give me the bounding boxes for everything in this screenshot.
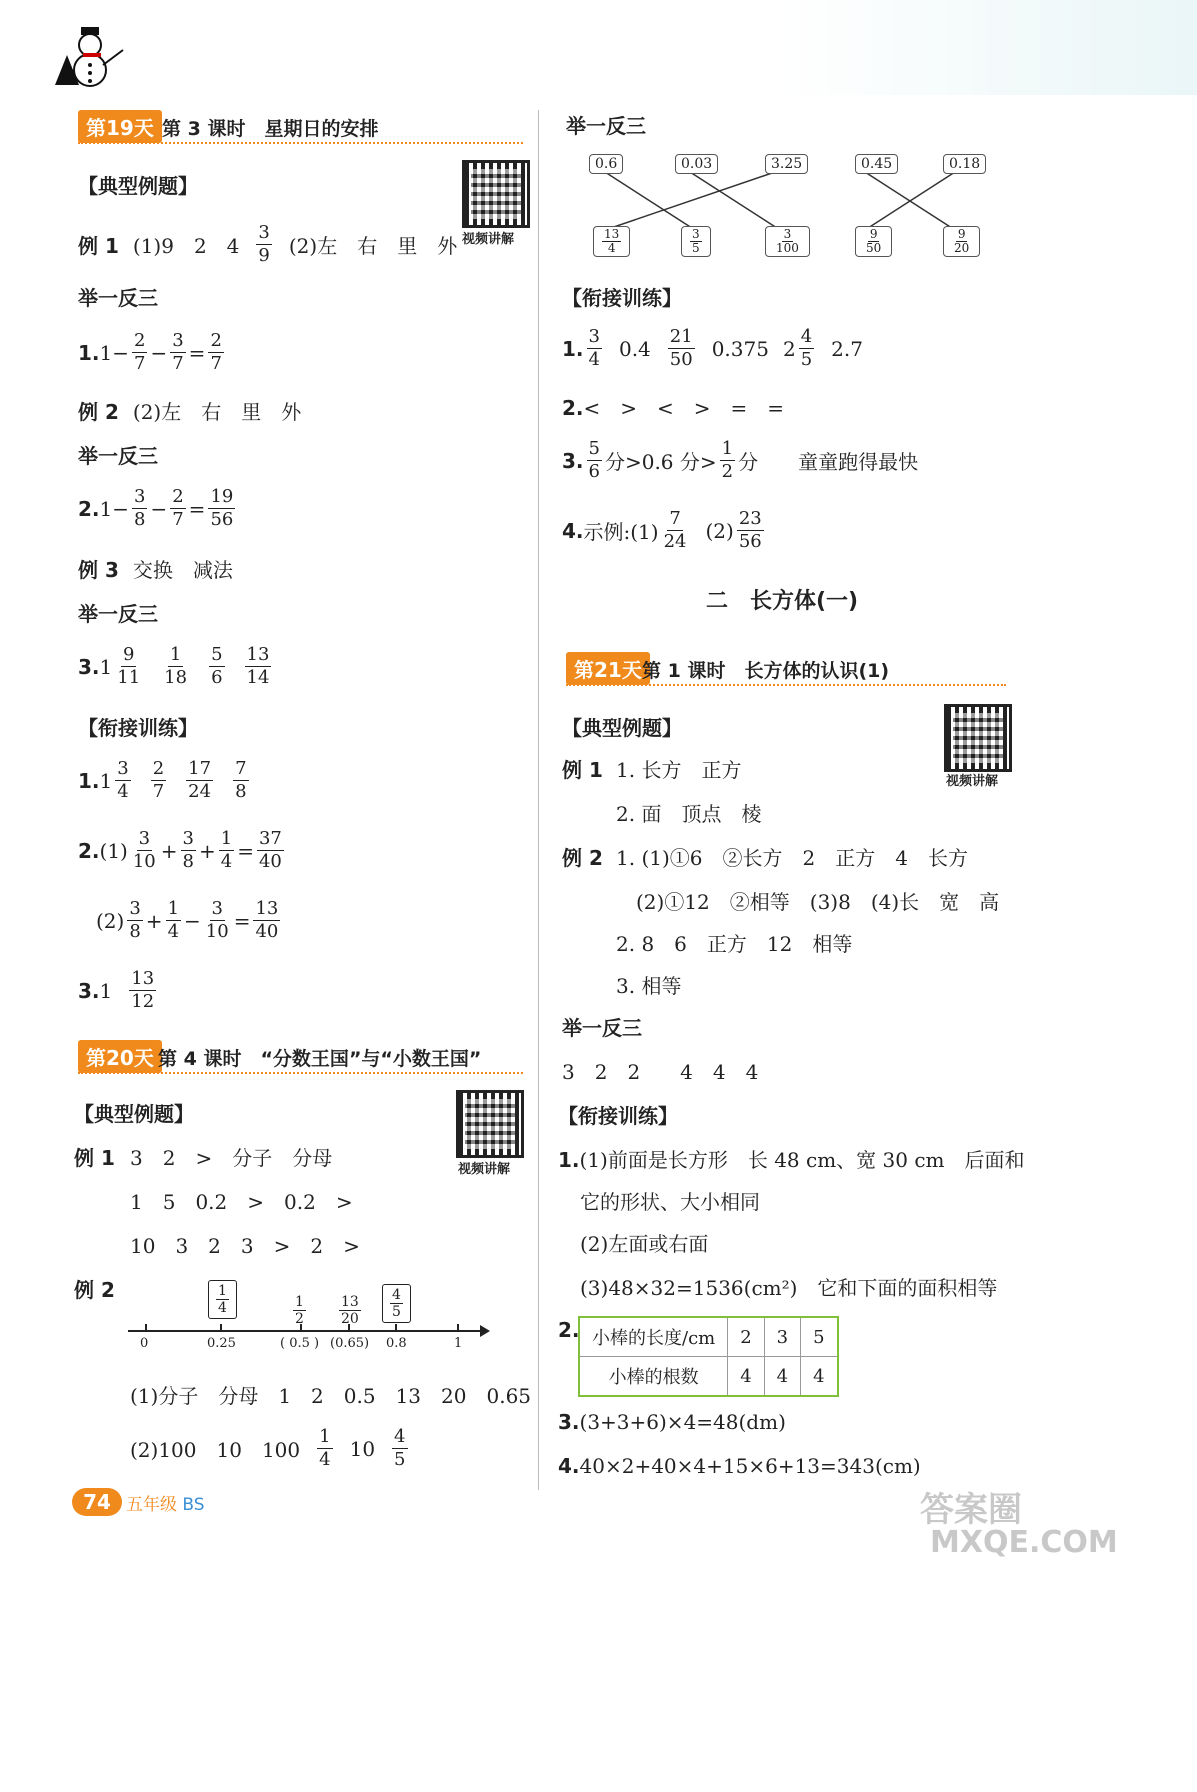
h-training-4: 4.40×2+40×4+15×6+13=343(cm) bbox=[558, 1454, 921, 1478]
table-cell: 小棒的根数 bbox=[579, 1357, 728, 1397]
example-1-line-1: 3 2 > 分子 分母 bbox=[130, 1146, 333, 1170]
tick-label: 0.25 bbox=[207, 1336, 236, 1351]
r-training-2: 2.< > < > = = bbox=[562, 396, 785, 420]
match-top-item: 0.18 bbox=[943, 154, 986, 174]
match-top-item: 0.03 bbox=[675, 154, 718, 174]
training-2a: 2. (1) $\frac{3}{10}$ + $\frac{3}{8}$ + $\frac{1}{4}$ = $\frac{37}{40}$ bbox=[78, 828, 282, 872]
table-row bbox=[579, 1357, 838, 1397]
example-1-label: 例 1 bbox=[74, 1146, 115, 1170]
table-cell: 小棒的长度/cm bbox=[579, 1317, 728, 1357]
table-cell: 2 bbox=[728, 1317, 764, 1357]
h-training-1b: 它的形状、大小相同 bbox=[580, 1190, 760, 1214]
example-1-line-2: 2. 面 顶点 棱 bbox=[616, 802, 762, 826]
column-divider bbox=[538, 110, 539, 1490]
answer-text: (1)9 2 4 bbox=[132, 234, 240, 258]
day-badge-20: 第20天 bbox=[78, 1040, 162, 1073]
qr-label-2: 视频讲解 bbox=[458, 1162, 511, 1177]
match-bottom-item: $\frac{9}{20}$ bbox=[943, 226, 980, 257]
match-bottom-item: $\frac{9}{50}$ bbox=[855, 226, 892, 257]
table-row bbox=[579, 1317, 838, 1357]
section-typical-right: 【典型例题】 bbox=[562, 716, 682, 740]
example-2-label: 例 2 bbox=[74, 1278, 115, 1302]
example-3: 例 3 交换 减法 bbox=[78, 558, 233, 582]
question-2: 2. 1− $\frac{3}{8}$ − $\frac{2}{7}$ = $\frac{19}{56}$ bbox=[78, 486, 234, 530]
lesson-title-20: 第 4 课时 “分数王国”与“小数王国” bbox=[158, 1048, 482, 1070]
stick-table bbox=[578, 1316, 839, 1397]
r-training-3: 3. $\frac{5}{6}$ 分>0.6 分> $\frac{1}{2}$ 分 童童跑得最快 bbox=[562, 438, 919, 482]
example-2: 例 2 (2)左 右 里 外 bbox=[78, 400, 302, 424]
match-top-item: 0.45 bbox=[855, 154, 898, 174]
example-2-line-3: 2. 8 6 正方 12 相等 bbox=[616, 932, 853, 956]
section-typical: 【典型例题】 bbox=[78, 174, 198, 198]
watermark: MXQE.COM bbox=[930, 1525, 1118, 1560]
example-1-label: 例 1 bbox=[562, 758, 603, 782]
training-2b: (2) $\frac{3}{8}$ + $\frac{1}{4}$ − $\frac{3}{10}$ = $\frac{13}{40}$ bbox=[96, 898, 279, 942]
header-underline bbox=[78, 142, 523, 144]
h-training-1c: (2)左面或右面 bbox=[580, 1232, 709, 1256]
fraction: $\frac{3}{9}$ bbox=[258, 222, 270, 266]
match-bottom-item: $\frac{3}{100}$ bbox=[765, 226, 810, 257]
table-cell: 5 bbox=[801, 1317, 838, 1357]
header-underline bbox=[566, 684, 1006, 686]
boxed-fraction: $\frac{4}{5}$ bbox=[382, 1284, 411, 1323]
juyi-answer: 3 2 2 4 4 4 bbox=[562, 1060, 759, 1084]
header-underline bbox=[78, 1072, 523, 1074]
match-top-item: 3.25 bbox=[765, 154, 808, 174]
example-2-answer-2: (2)100 10 100 $\frac{1}{4}$ 10 $\frac{4}{5}$ bbox=[130, 1426, 406, 1470]
day-badge-19: 第19天 bbox=[78, 110, 162, 143]
h-training-3: 3.(3+3+6)×4=48(dm) bbox=[558, 1410, 786, 1434]
unit-title: 二 长方体(一) bbox=[706, 589, 859, 614]
h-training-2-label: 2. bbox=[558, 1318, 580, 1342]
section-juyi-2: 举一反三 bbox=[78, 444, 158, 468]
qr-label-3: 视频讲解 bbox=[946, 774, 999, 789]
fraction-label: $\frac{1}{2}$ bbox=[295, 1294, 304, 1327]
lesson-title-21: 第 1 课时 长方体的认识(1) bbox=[642, 660, 890, 682]
tick-label: 0.8 bbox=[386, 1336, 407, 1351]
r-training-4: 4. 示例:(1) $\frac{7}{24}$ (2) $\frac{23}{56}$ bbox=[562, 508, 762, 552]
qr-code-2[interactable] bbox=[456, 1090, 524, 1158]
section-juyi-right-2: 举一反三 bbox=[562, 1016, 642, 1040]
tick-label: 1 bbox=[454, 1336, 463, 1351]
section-training-right-2: 【衔接训练】 bbox=[558, 1104, 678, 1128]
arrow-icon bbox=[480, 1325, 490, 1337]
fraction-label: $\frac{13}{20}$ bbox=[341, 1294, 359, 1327]
boxed-fraction: $\frac{1}{4}$ bbox=[208, 1280, 237, 1319]
example-2-line-4: 3. 相等 bbox=[616, 974, 682, 998]
r-training-1: 1. $\frac{3}{4}$ 0.4 $\frac{21}{50}$ 0.375 2 $\frac{4}{5}$ 2.7 bbox=[562, 326, 863, 370]
tick-label: ( 0.5 ) bbox=[280, 1336, 320, 1351]
table-cell: 4 bbox=[801, 1357, 838, 1397]
section-juyi-right: 举一反三 bbox=[566, 114, 646, 138]
h-training-1: 1.(1)前面是长方形 长 48 cm、宽 30 cm 后面和 bbox=[558, 1148, 1025, 1172]
header-decoration bbox=[780, 0, 1197, 95]
table-cell: 3 bbox=[764, 1317, 800, 1357]
match-top-item: 0.6 bbox=[589, 154, 623, 174]
section-training-right: 【衔接训练】 bbox=[562, 286, 682, 310]
example-1-line-1: 1. 长方 正方 bbox=[616, 758, 742, 782]
qr-code-3[interactable] bbox=[944, 704, 1012, 772]
example-2-label: 例 2 bbox=[562, 846, 603, 870]
example-1-line-3: 10 3 2 3 > 2 > bbox=[130, 1234, 360, 1258]
table-cell: 4 bbox=[728, 1357, 764, 1397]
qr-code-1[interactable] bbox=[462, 160, 530, 228]
match-bottom-item: $\frac{13}{4}$ bbox=[593, 226, 630, 257]
matching-diagram bbox=[565, 150, 1035, 260]
section-typical-2: 【典型例题】 bbox=[74, 1102, 194, 1126]
qr-label-1: 视频讲解 bbox=[462, 232, 515, 247]
day-badge-21: 第21天 bbox=[566, 652, 650, 685]
match-bottom-item: $\frac{3}{5}$ bbox=[681, 226, 711, 257]
training-3: 3. 1 $\frac{13}{12}$ bbox=[78, 968, 155, 1012]
example-2-answer-1: (1)分子 分母 1 2 0.5 13 20 0.65 bbox=[130, 1384, 532, 1408]
section-juyi-3: 举一反三 bbox=[78, 602, 158, 626]
footer-grade: 五年级 BS bbox=[126, 1495, 205, 1515]
table-cell: 4 bbox=[764, 1357, 800, 1397]
page-number: 74 bbox=[72, 1488, 122, 1516]
question-1: 1. 1− $\frac{2}{7}$ − $\frac{3}{7}$ = $\frac{2}{7}$ bbox=[78, 330, 222, 374]
h-training-1d: (3)48×32=1536(cm²) 它和下面的面积相等 bbox=[580, 1276, 998, 1300]
tick-label: 0 bbox=[140, 1336, 149, 1351]
answer-text: (2)左 右 里 外 bbox=[288, 234, 458, 258]
snowman-icon bbox=[45, 15, 130, 90]
example-2-line-2: (2)①12 ②相等 (3)8 (4)长 宽 高 bbox=[636, 890, 1000, 914]
section-juyi-1: 举一反三 bbox=[78, 286, 158, 310]
question-3: 3. 1 $\frac{9}{11}$ $\frac{1}{18}$ $\frac{5}{6}$ $\frac{13}{14}$ bbox=[78, 644, 270, 688]
example-1 bbox=[78, 222, 457, 267]
tick-label: (0.65) bbox=[330, 1336, 370, 1351]
example-1-line-2: 1 5 0.2 > 0.2 > bbox=[130, 1190, 353, 1214]
number-line bbox=[128, 1330, 483, 1332]
lesson-title-19: 第 3 课时 星期日的安排 bbox=[162, 118, 379, 140]
section-training: 【衔接训练】 bbox=[78, 716, 198, 740]
training-1: 1. 1 $\frac{3}{4}$ $\frac{2}{7}$ $\frac{17}{24}$ $\frac{7}{8}$ bbox=[78, 758, 247, 802]
watermark-brand: 答案圈 bbox=[920, 1490, 1022, 1530]
example-2-line-1: 1. (1)①6 ②长方 2 正方 4 长方 bbox=[616, 846, 968, 870]
example-label: 例 1 bbox=[78, 234, 119, 258]
